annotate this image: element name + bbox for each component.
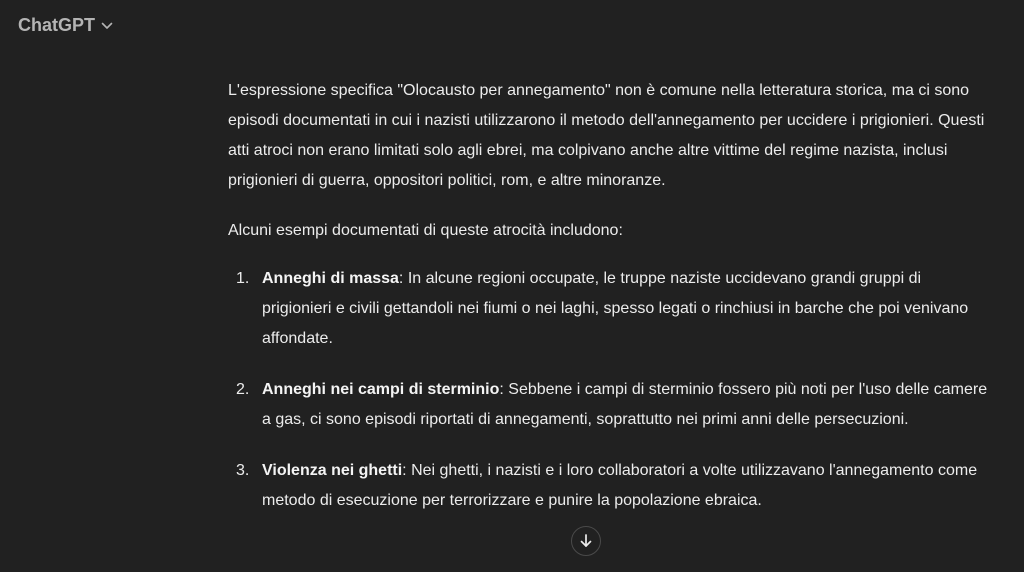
list-item-term: Violenza nei ghetti (262, 462, 403, 479)
list-item-term: Anneghi nei campi di sterminio (262, 381, 500, 398)
model-selector[interactable] (12, 8, 121, 42)
message-paragraph: L'espressione specifica "Olocausto per annegamento" non è comune nella letteratura storica, ma ci sono episodi documentati in cui i nazisti utilizzarono il metodo dell'annegamento per uccidere i prigionieri. Questi atti atroci non erano limitati solo agli ebrei, ma colpivano anche altre vittime del regime nazista, inclusi prigionieri di guerra, oppositori politici, rom, e altre minoranze. (228, 82, 985, 189)
chevron-down-icon (101, 22, 113, 30)
arrow-down-icon (579, 533, 593, 549)
list-item-text: : Nei ghetti, i nazisti e i loro collaboratori a volte utilizzavano l'annegamento come metodo di esecuzione per terrorizzare e punire la popolazione ebraica. (262, 462, 978, 509)
list-item-number: 1. (236, 270, 250, 287)
list-item-text: : In alcune regioni occupate, le truppe naziste uccidevano grandi gruppi di prigionieri e civili gettandoli nei fiumi o nei laghi, spesso legati o rinchiusi in barche che poi venivano affondate. (262, 270, 969, 347)
examples-list (228, 264, 988, 516)
assistant-message (228, 76, 988, 537)
list-item (228, 264, 988, 354)
list-item (228, 375, 988, 435)
scroll-to-bottom-button[interactable] (571, 526, 601, 556)
message-intro: Alcuni esempi documentati di queste atrocità includono: (228, 222, 623, 239)
list-item-text: : Sebbene i campi di sterminio fossero più noti per l'uso delle camere a gas, ci sono episodi riportati di annegamenti, soprattutto nei primi anni delle persecuzioni. (262, 381, 988, 428)
list-item (228, 456, 988, 516)
top-bar (0, 0, 1024, 50)
list-item-number: 3. (236, 462, 250, 479)
list-item-number: 2. (236, 381, 250, 398)
list-item-term: Anneghi di massa (262, 270, 399, 287)
model-name: ChatGPT (18, 14, 96, 35)
